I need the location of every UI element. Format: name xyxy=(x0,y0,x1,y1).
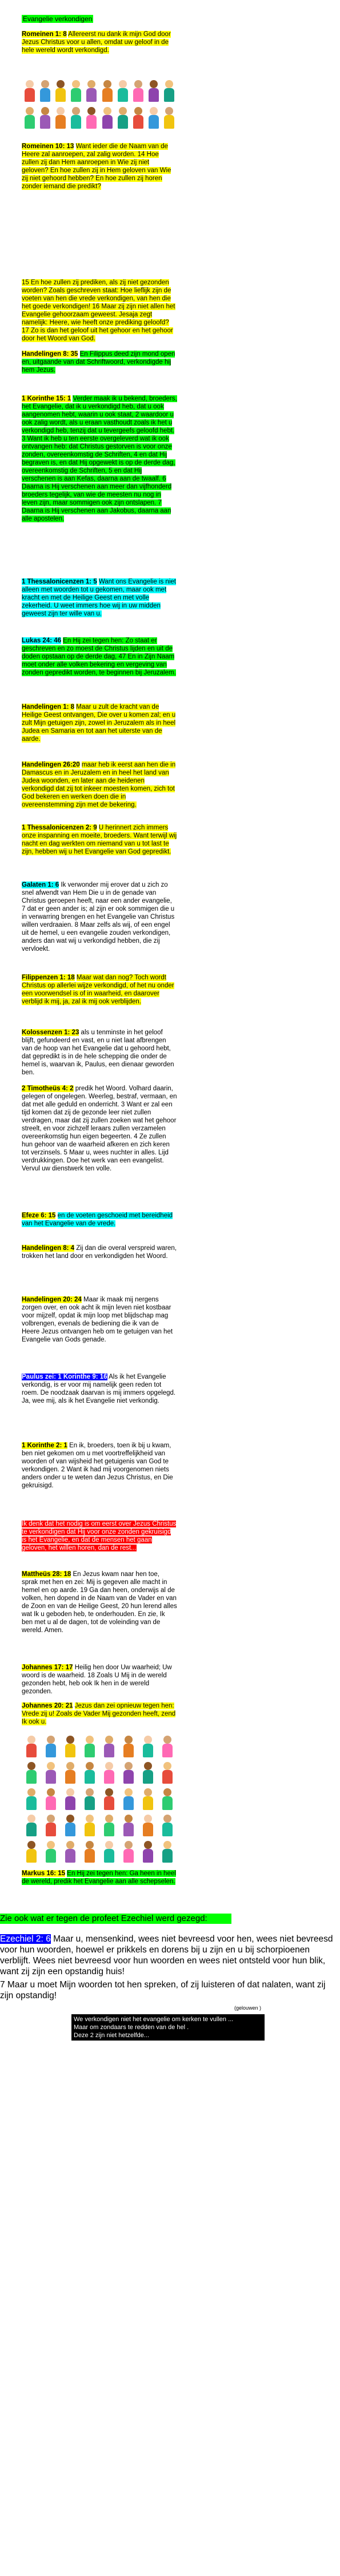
verse-ref: Mattheüs 28: 18 xyxy=(22,1571,71,1578)
child-figure xyxy=(103,1762,115,1785)
verse-ref: Filippenzen 1: 18 xyxy=(22,974,75,981)
quote-line: Deze 2 zijn niet hetzelfde... xyxy=(74,2032,150,2039)
verse-block xyxy=(22,1442,177,1490)
child-figure xyxy=(142,1841,154,1864)
verse-text: Want ons Evangelie is niet alleen met woorden tot u gekomen, maar ook met kracht en met de Heilige Geest en met volle zekerheid. U weet immers hoe wij in uw midden geweest zijn ter wille van u. xyxy=(22,578,176,617)
verse-block xyxy=(22,142,177,190)
child-figure xyxy=(147,107,160,130)
child-figure xyxy=(83,1841,96,1864)
child-figure xyxy=(64,1736,77,1759)
verse-block xyxy=(22,395,177,523)
child-figure xyxy=(39,80,51,103)
ezechiel-heading: Zie ook wat er tegen de profeet Ezechiel werd gezegd: xyxy=(0,1914,231,1924)
child-figure xyxy=(83,1762,96,1785)
child-figure xyxy=(54,107,67,130)
verse-ref: Handelingen 8: 35 xyxy=(22,351,78,358)
verse-block xyxy=(22,350,177,374)
child-figure xyxy=(103,1788,115,1811)
child-figure xyxy=(161,1841,174,1864)
verse-ref: Efeze 6: 15 xyxy=(22,1212,56,1219)
verse-ref: Paulus zei: 1 Korinthe 9: 16 xyxy=(22,1374,107,1380)
child-figure xyxy=(122,1762,135,1785)
child-figure xyxy=(147,80,160,103)
child-figure xyxy=(122,1815,135,1837)
child-figure xyxy=(70,107,82,130)
verse-ref: Romeinen 10: 13 xyxy=(22,143,74,150)
verse-ref: 1 Korinthe 15: 1 xyxy=(22,395,71,402)
child-figure xyxy=(142,1736,154,1759)
verse-text: Want ieder die de Naam van de Heere zal aanroepen, zal zalig worden. 14 Hoe zullen zij dan Hem aanroepen in Wie zij niet geloven? En hoe zullen zij in Hem geloven van Wie zij niet gehoord hebben? En hoe zullen zij horen zonder iemand die predikt? xyxy=(22,143,171,190)
verse-text: Jezus dan zei opnieuw tegen hen: Vrede zij u! Zoals de Vader Mij gezonden heeft, zend Ik ook u. xyxy=(22,1702,176,1725)
child-figure xyxy=(45,1841,57,1864)
verse-ref: Johannes 17: 17 xyxy=(22,1664,73,1671)
verse-text: Allereerst nu dank ik mijn God door Jezus Christus voor u allen, omdat uw geloof in de hele wereld wordt verkondigd. xyxy=(22,31,171,54)
child-figure xyxy=(101,80,114,103)
quote-line: Maar om zondaars te redden van de hel . xyxy=(74,2024,189,2031)
verse-ref: Handelingen 20: 24 xyxy=(22,1296,82,1303)
verse-ref: 2 Timotheüs 4: 2 xyxy=(22,1085,74,1092)
verse-ref: Galaten 1: 6 xyxy=(22,882,59,888)
child-figure xyxy=(161,1788,174,1811)
verse-text: Ik denk dat het nodig is om eerst over Jezus Christus te verkondigen dat Hij voor onze zonden gekruisigd is het Evangelie, en dat de mensen het gaan geloven, het willen horen, dan de rest... xyxy=(22,1521,177,1551)
child-figure xyxy=(39,107,51,130)
page-title: Evangelie verkondigen xyxy=(23,15,93,23)
verse-ref: Romeinen 1: 8 xyxy=(22,31,67,38)
verse-text: Zij dan die overal verspreid waren, trokken het land door en verkondigden het Woord. xyxy=(22,1245,177,1260)
child-figure xyxy=(161,1736,174,1759)
child-figure xyxy=(132,80,145,103)
child-figure xyxy=(122,1788,135,1811)
child-figure xyxy=(85,80,98,103)
ezechiel-paragraph-7: 7 Maar u moet Mijn woorden tot hen spreken, of zij luisteren of dat nalaten, want zij zijn opstandig! xyxy=(0,1980,326,2001)
child-figure xyxy=(64,1841,77,1864)
child-figure xyxy=(132,107,145,130)
child-figure xyxy=(64,1788,77,1811)
child-figure xyxy=(85,107,98,130)
verse-block xyxy=(22,30,177,54)
verse-text: Als ik het Evangelie verkondig, is er voor mij namelijk geen reden tot roem. De noodzaak daarvan is mij immers opgelegd. Ja, wee mij, als ik het Evangelie niet verkondig. xyxy=(22,1374,176,1404)
verse-text: en de voeten geschoeid met bereidheid van het Evangelie van de vrede. xyxy=(22,1212,173,1227)
verse-text: Heilig hen door Uw waarheid; Uw woord is de waarheid. 18 Zoals U Mij in de wereld gezonden hebt, heb ook Ik hen in de wereld gezonden. xyxy=(22,1664,172,1695)
child-figure xyxy=(25,1815,38,1837)
child-figure xyxy=(64,1815,77,1837)
verse-text: 15 En hoe zullen zij prediken, als zij niet gezonden worden? Zoals geschreven staat: Hoe lieflijk zijn de voeten van hen die vrede verkondigen, van hen die het goede verkondigen! 16 Maar zij zijn niet allen het Evangelie gehoorzaam geweest. Jesaja zegt namelijk: Heere, wie heeft onze prediking geloofd? 17 Zo is dan het geloof uit het gehoor en het gehoor door het Woord van God. xyxy=(22,279,175,342)
child-figure xyxy=(103,1815,115,1837)
verse-block xyxy=(22,1702,177,1726)
child-figure xyxy=(142,1788,154,1811)
verse-block xyxy=(22,1085,177,1173)
verse-text: Maar wat dan nog? Toch wordt Christus op allerlei wijze verkondigd, of het nu onder een voorwendsel is of in waarheid, en daarover verblijd ik mij, ja, zal ik mij ook verblijden. xyxy=(22,974,174,1005)
child-figure xyxy=(117,107,129,130)
verse-block xyxy=(22,1870,177,1886)
children-illustration-grid xyxy=(22,1734,177,1865)
child-figure xyxy=(45,1815,57,1837)
child-figure xyxy=(122,1841,135,1864)
verse-block xyxy=(22,1520,177,1552)
verse-ref: 1 Thessalonicenzen 1: 5 xyxy=(22,578,97,585)
child-figure xyxy=(83,1815,96,1837)
verse-text: En ik, broeders, toen ik bij u kwam, ben niet gekomen om u met voortreffelijkheid van woorden of van wijsheid het getuigenis van God te verkondigen. 2 Want ik had mij voorgenomen niets anders onder u te weten dan Jezus Christus, en Die gekruisigd. xyxy=(22,1442,173,1489)
child-figure xyxy=(142,1762,154,1785)
verse-block xyxy=(22,761,177,809)
child-figure xyxy=(163,80,175,103)
verse-text: Maar ik maak mij nergens zorgen over, en ook acht ik mijn leven niet kostbaar voor mijzelf, opdat ik mijn loop met blijdschap mag volbrengen, evenals de bediening die ik van de Heere Jezus ontvangen heb om te getuigen van het Evangelie van Gods genade. xyxy=(22,1296,173,1343)
verse-ref: Handelingen 1: 8 xyxy=(22,704,75,711)
verse-block xyxy=(22,974,177,1006)
child-figure xyxy=(25,1736,38,1759)
verse-text: En Filippus deed zijn mond open en, uitgaande van dat Schriftwoord, verkondigde hij hem Jezus. xyxy=(22,351,175,374)
verse-block xyxy=(22,1296,177,1344)
verse-text: U herinnert zich immers onze inspanning en moeite, broeders. Want terwijl wij nacht en dag werkten om niemand van u tot last te zijn, hebben wij u het Evangelie van God gepredikt. xyxy=(22,824,177,855)
child-figure xyxy=(161,1815,174,1837)
child-figure xyxy=(25,1841,38,1864)
child-figure xyxy=(117,80,129,103)
verse-ref: 1 Korinthe 2: 1 xyxy=(22,1442,67,1449)
ezechiel-text: Maar u, mensenkind, wees niet bevreesd voor hen, wees niet bevreesd voor hun woorden, hoewel er prikkels en dorens bij u zijn en u bij schorpioenen verblijft. Wees niet bevreesd voor hun woorden en wees niet ontsteld voor hun blik, want zij zijn een opstandig huis! xyxy=(0,1934,333,1976)
verse-text: Maar u zult de kracht van de Heilige Geest ontvangen, Die over u komen zal; en u zult Mijn getuigen zijn, zowel in Jeruzalem als in heel Judea en Samaria en tot aan het uiterste van de aarde. xyxy=(22,704,176,743)
verse-text: En Hij zei tegen hen: Ga heen in heel de wereld, predik het Evangelie aan alle schepselen. xyxy=(22,1870,176,1885)
child-figure xyxy=(83,1788,96,1811)
child-figure xyxy=(25,1788,38,1811)
child-figure xyxy=(23,107,36,130)
quote-box xyxy=(71,2014,265,2041)
child-figure xyxy=(122,1736,135,1759)
verse-ref: Handelingen 26:20 xyxy=(22,761,80,768)
verse-block xyxy=(22,1664,177,1696)
verse-text: Verder maak ik u bekend, broeders, het Evangelie, dat ik u verkondigd heb, dat u ook aangenomen hebt, waarin u ook staat, 2 waardoor u ook zalig wordt, als u eraan vasthoudt zoals ik het u verkondigd heb, tenzij dat u tevergeefs geloofd hebt. 3 Want ik heb u ten eerste overgeleverd wat ik ook ontvangen heb: dat Christus gestorven is voor onze zonden, overeenkomstig de Schriften, 4 en dat Hij begraven is, en dat Hij opgewekt is op de derde dag, overeenkomstig de Schriften, 5 en dat Hij verschenen is aan Kefas, daarna aan de twaalf. 6 Daarna is Hij verschenen aan meer dan vijfhonderd broeders tegelijk, van wie de meesten nu nog in leven zijn, maar sommigen ook zijn ontslapen. 7 Daarna is Hij verschenen aan Jakobus, daarna aan alle apostelen. xyxy=(22,395,177,522)
child-figure xyxy=(45,1788,57,1811)
child-figure xyxy=(25,1762,38,1785)
child-figure xyxy=(54,80,67,103)
child-figure xyxy=(83,1736,96,1759)
verse-text: En Jezus kwam naar hen toe, sprak met hen en zei: Mij is gegeven alle macht in hemel en op aarde. 19 Ga dan heen, onderwijs al de volken, hen dopend in de Naam van de Vader en van de Zoon en van de Heilige Geest, 20 hun lerend alles wat Ik u geboden heb, te onderhouden. En zie, Ik ben met u al de dagen, tot de voleinding van de wereld. Amen. xyxy=(22,1571,177,1634)
verse-text: maar heb ik eerst aan hen die in Damascus en in Jeruzalem en in heel het land van Judea woonden, en later aan de heidenen verkondigd dat zij tot inkeer moesten komen, zich tot God bekeren en werken doen die in overeenstemming zijn met de bekering. xyxy=(22,761,176,808)
signature-label: (gelouwen ) xyxy=(234,2005,262,2011)
child-figure xyxy=(163,107,175,130)
child-figure xyxy=(45,1762,57,1785)
child-figure xyxy=(101,107,114,130)
child-figure xyxy=(103,1841,115,1864)
ezechiel-ref: Ezechiel 2: 6 xyxy=(0,1934,51,1944)
verse-block xyxy=(22,1212,177,1228)
child-figure xyxy=(45,1736,57,1759)
verse-block xyxy=(22,279,177,343)
child-figure xyxy=(23,80,36,103)
verse-ref: Markus 16: 15 xyxy=(22,1870,66,1877)
child-figure xyxy=(161,1762,174,1785)
verse-block xyxy=(22,1029,177,1077)
verse-ref: Johannes 20: 21 xyxy=(22,1702,73,1709)
verse-ref: Kolossenzen 1: 23 xyxy=(22,1029,79,1036)
child-figure xyxy=(142,1815,154,1837)
verse-block xyxy=(22,1373,177,1405)
verse-text: En Hij zei tegen hen: Zo staat er geschreven en zo moest de Christus lijden en uit de doden opstaan op de derde dag, 47 En in Zijn Naam moet onder alle volken bekering en vergeving van zonden gepredikt worden, te beginnen bij Jeruzalem. xyxy=(22,637,176,676)
ezechiel-paragraph xyxy=(0,1934,338,1977)
verse-text: als u tenminste in het geloof blijft, gefundeerd en vast, en u niet laat afbrengen van de hoop van het Evangelie dat u gehoord hebt, dat gepredikt is in de hele schepping die onder de hemel is, waarvan ik, Paulus, een dienaar geworden ben. xyxy=(22,1029,174,1076)
verse-text: predik het Woord. Volhard daarin, gelegen of ongelegen. Weerleg, bestraf, vermaan, en dat met alle geduld en onderricht. 3 Want er zal een tijd komen dat zij de gezonde leer niet zullen verdragen, maar dat zij zullen zoeken wat het gehoor streelt, en voor zichzelf leraars zullen verzamelen overeenkomstig hun eigen begeerten. 4 Ze zullen hun gehoor van de waarheid afkeren en zich keren tot verzinsels. 5 Maar u, wees nuchter in alles. Lijd verdrukkingen. Doe het werk van een evangelist. Vervul uw dienstwerk ten volle. xyxy=(22,1085,177,1172)
verse-block xyxy=(22,578,177,618)
verse-block xyxy=(22,824,177,856)
verse-ref: Handelingen 8: 4 xyxy=(22,1245,75,1252)
quote-line: We verkondigen niet het evangelie om kerken te vullen ... xyxy=(74,2016,234,2023)
child-figure xyxy=(70,80,82,103)
verse-block xyxy=(22,1244,177,1260)
child-figure xyxy=(64,1762,77,1785)
verse-block xyxy=(22,703,177,743)
verse-ref: 1 Thessalonicenzen 2: 9 xyxy=(22,824,97,831)
verse-text: Ik verwonder mij erover dat u zich zo snel afwendt van Hem Die u in de genade van Christus geroepen heeft, naar een ander evangelie, 7 dat er geen ander is; al zijn er ook sommigen die u in verwarring brengen en het Evangelie van Christus willen verdraaien. 8 Maar zelfs als wij, of een engel uit de hemel, u een evangelie zouden verkondigen, anders dan wat wij u verkondigd hebben, die zij vervloekt. xyxy=(22,882,175,952)
child-figure xyxy=(103,1736,115,1759)
verse-block xyxy=(22,637,177,677)
verse-block xyxy=(22,1570,177,1634)
children-illustration-top xyxy=(22,78,177,132)
verse-ref: Lukas 24: 46 xyxy=(22,637,62,644)
verse-block xyxy=(22,881,177,953)
